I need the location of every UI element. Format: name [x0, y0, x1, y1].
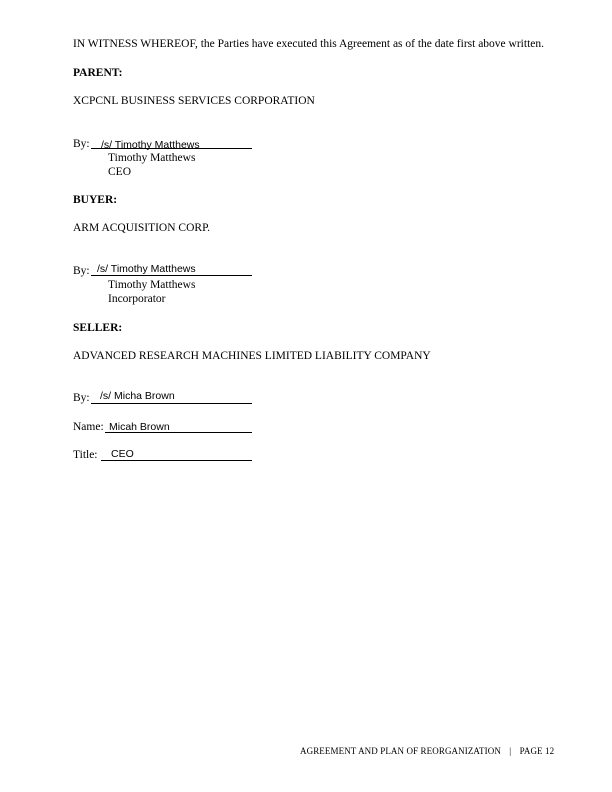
seller-title-value: CEO: [111, 448, 134, 460]
seller-title-label: Title:: [73, 449, 98, 461]
seller-by-label: By:: [73, 392, 90, 404]
footer: [300, 746, 554, 756]
buyer-signer-title: Incorporator: [108, 293, 166, 305]
parent-signer-title: CEO: [108, 166, 131, 178]
parent-by-label: By:: [73, 138, 90, 150]
footer-page-number: PAGE 12: [519, 746, 555, 756]
seller-signature: /s/ Micha Brown: [100, 390, 175, 402]
buyer-signature: /s/ Timothy Matthews: [97, 263, 196, 275]
seller-heading: SELLER:: [73, 322, 123, 334]
seller-name-line: [105, 432, 252, 433]
seller-name-label: Name:: [73, 421, 104, 433]
parent-signature: /s/ Timothy Matthews: [101, 139, 200, 151]
seller-signature-line: [91, 403, 252, 404]
buyer-signer-name: Timothy Matthews: [108, 279, 196, 291]
parent-heading: PARENT:: [73, 67, 123, 79]
buyer-heading: BUYER:: [73, 194, 118, 206]
parent-signature-line: [91, 148, 252, 149]
witness-statement: IN WITNESS WHEREOF, the Parties have executed this Agreement as of the date first above written.: [73, 38, 544, 50]
parent-signer-name: Timothy Matthews: [108, 152, 196, 164]
buyer-signature-line: [91, 275, 252, 276]
seller-name-value: Micah Brown: [109, 421, 170, 433]
footer-document-title: AGREEMENT AND PLAN OF REORGANIZATION: [300, 746, 501, 756]
seller-company: ADVANCED RESEARCH MACHINES LIMITED LIABILITY COMPANY: [73, 350, 431, 362]
footer-separator: |: [509, 746, 512, 756]
buyer-by-label: By:: [73, 265, 90, 277]
parent-company: XCPCNL BUSINESS SERVICES CORPORATION: [73, 95, 315, 107]
seller-title-line: [101, 460, 252, 461]
buyer-company: ARM ACQUISITION CORP.: [73, 222, 211, 234]
